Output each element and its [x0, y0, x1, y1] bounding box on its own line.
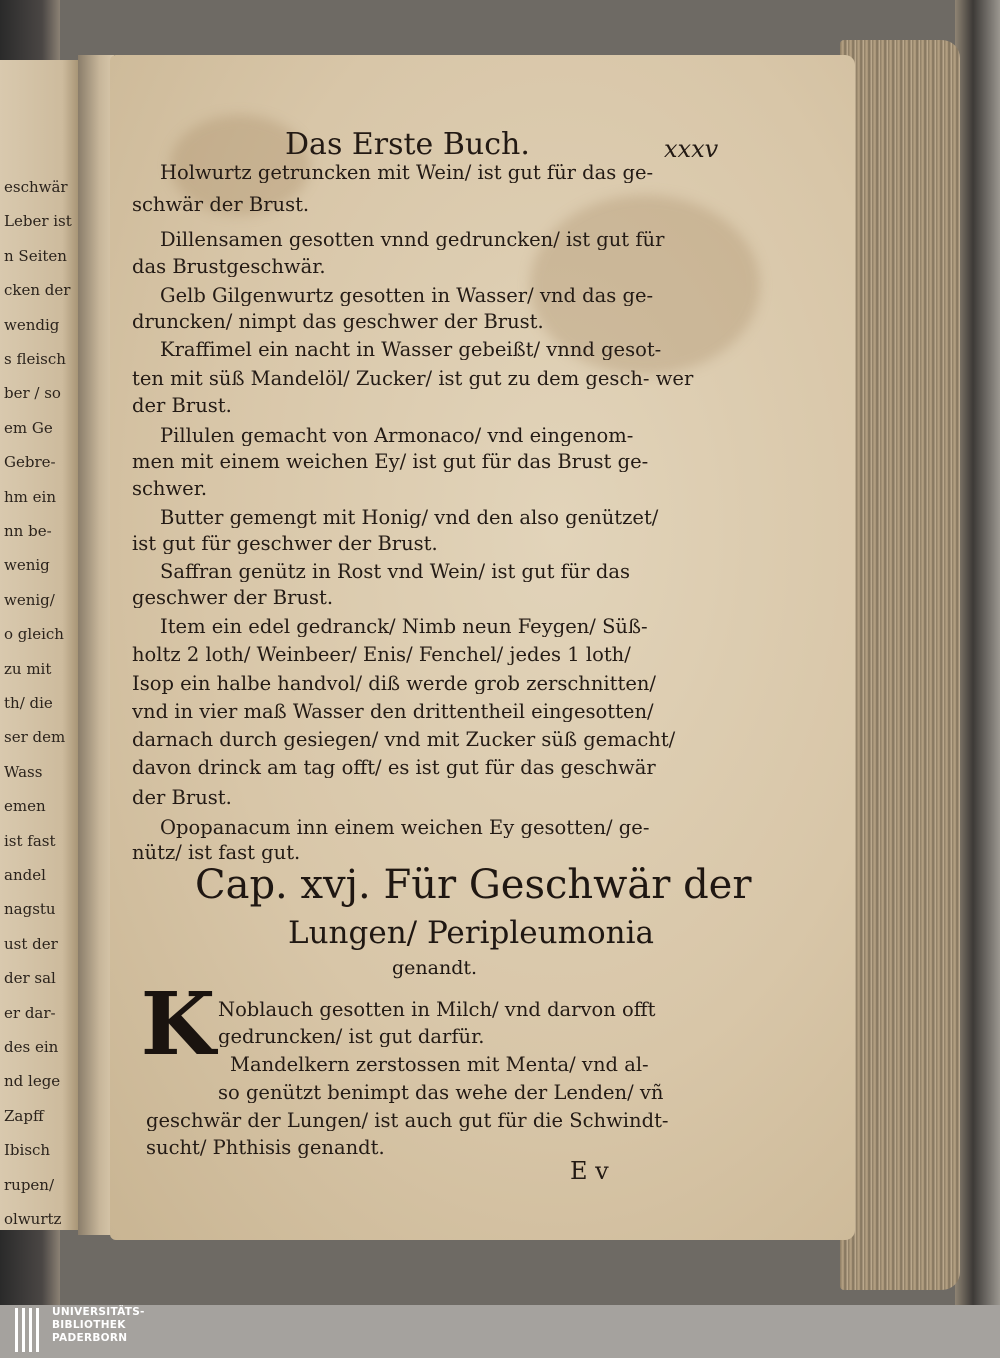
signature-mark: E v	[570, 1157, 609, 1185]
left-page-fragment: Leber ist	[4, 212, 72, 231]
text-line: schwär der Brust.	[132, 195, 310, 215]
left-page-fragment: wenig/	[4, 590, 55, 609]
library-name-line3: PADERBORN	[52, 1332, 128, 1344]
left-page-fragment: cken der	[4, 281, 71, 300]
left-page-fragment: nd lege	[4, 1072, 61, 1091]
left-page-fragment: Zapff	[4, 1106, 44, 1125]
library-logo-icon	[15, 1308, 39, 1352]
text-line: ten mit süß Mandelöl/ Zucker/ ist gut zu dem gesch- wer	[132, 369, 694, 389]
text-line: Dillensamen gesotten vnnd gedruncken/ ist gut für	[160, 230, 665, 250]
left-page-fragment: n Seiten	[4, 246, 67, 265]
left-page-fragment: wenig	[4, 556, 50, 575]
footer-band	[0, 1305, 1000, 1358]
book-gutter	[78, 55, 114, 1235]
left-page-fragment: wendig	[4, 315, 60, 334]
left-page-fragment: ust der	[4, 934, 58, 953]
chapter-text-line: sucht/ Phthisis genandt.	[146, 1138, 385, 1158]
left-page-fragment: ist fast	[4, 831, 56, 850]
left-page-fragment: des ein	[4, 1038, 59, 1056]
chapter-title: Cap. xvj. Für Geschwär der	[195, 862, 752, 908]
chapter-subtitle-2: genandt.	[392, 957, 478, 979]
text-line: Item ein edel gedranck/ Nimb neun Feygen/ Süß-	[160, 617, 648, 637]
left-page-fragment: s fleisch	[4, 350, 66, 368]
chapter-text-line: gedruncken/ ist gut darfür.	[218, 1027, 485, 1047]
left-page-fragment: Gebre-	[4, 453, 56, 472]
text-line: der Brust.	[132, 396, 232, 416]
left-page-fragment: der sal	[4, 969, 56, 988]
left-page-fragment: zu mit	[4, 659, 52, 678]
text-line: schwer.	[132, 479, 208, 499]
text-line: Holwurtz getruncken mit Wein/ ist gut für das ge-	[160, 163, 654, 183]
text-line: davon drinck am tag offt/ es ist gut für das geschwär	[132, 758, 656, 778]
left-page-fragment: nagstu	[4, 900, 56, 919]
left-page-fragment: eschwär	[4, 178, 68, 196]
left-page-fragment: ser dem	[4, 728, 66, 747]
left-page-fragment: hm ein	[4, 487, 56, 506]
left-page-fragment: Wass	[4, 762, 43, 781]
text-line: holtz 2 loth/ Weinbeer/ Enis/ Fenchel/ jedes 1 loth/	[132, 645, 631, 665]
folio-number: xxxv	[664, 135, 719, 163]
text-line: Butter gemengt mit Honig/ vnd den also genützet/	[160, 508, 659, 528]
left-page-fragment: th/ die	[4, 694, 53, 712]
text-line: Pillulen gemacht von Armonaco/ vnd eingenom-	[160, 426, 634, 446]
library-name-line2: BIBLIOTHEK	[52, 1319, 126, 1331]
text-line: druncken/ nimpt das geschwer der Brust.	[132, 312, 544, 332]
text-line: nütz/ ist fast gut.	[132, 843, 301, 863]
chapter-text-line: geschwär der Lungen/ ist auch gut für die Schwindt-	[146, 1111, 669, 1131]
text-line: darnach durch gesiegen/ vnd mit Zucker süß gemacht/	[132, 730, 676, 750]
decorated-initial: K	[140, 974, 216, 1075]
running-header: Das Erste Buch.	[285, 127, 530, 162]
text-line: vnd in vier maß Wasser den drittentheil eingesotten/	[132, 702, 654, 722]
left-page-fragment: em Ge	[4, 418, 53, 437]
text-line: men mit einem weichen Ey/ ist gut für das Brust ge-	[132, 452, 649, 472]
page-block-edge	[840, 40, 960, 1290]
chapter-text-line: Noblauch gesotten in Milch/ vnd darvon offt	[218, 1000, 656, 1020]
text-line: ist gut für geschwer der Brust.	[132, 534, 438, 554]
left-page-fragment: rupen/	[4, 1175, 55, 1194]
chapter-text-line: Mandelkern zerstossen mit Menta/ vnd al-	[230, 1055, 649, 1075]
library-name	[52, 1306, 145, 1345]
text-line: Saffran genütz in Rost vnd Wein/ ist gut für das	[160, 562, 631, 582]
text-line: das Brustgeschwär.	[132, 257, 326, 277]
left-facing-page	[0, 60, 78, 1230]
left-page-fragment: Ibisch	[4, 1141, 51, 1160]
chapter-subtitle: Lungen/ Peripleumonia	[288, 915, 655, 951]
text-line: Opopanacum inn einem weichen Ey gesotten/ ge-	[160, 818, 650, 838]
left-page-fragment: nn be-	[4, 522, 52, 540]
left-page-fragment: o gleich	[4, 625, 64, 644]
left-page-fragment: ber / so	[4, 384, 61, 403]
left-page-fragment: olwurtz	[4, 1210, 62, 1228]
left-page-fragment: er dar-	[4, 1003, 56, 1022]
text-line: Gelb Gilgenwurtz gesotten in Wasser/ vnd das ge-	[160, 286, 654, 306]
text-line: Kraffimel ein nacht in Wasser gebeißt/ vnnd gesot-	[160, 340, 662, 360]
book-cover-right	[955, 0, 1000, 1305]
text-line: der Brust.	[132, 788, 232, 808]
text-line: geschwer der Brust.	[132, 588, 334, 608]
left-page-fragment: andel	[4, 866, 46, 884]
left-page-fragment: emen	[4, 797, 46, 816]
library-name-line1: UNIVERSITÄTS-	[52, 1306, 145, 1318]
chapter-text-line: so genützt benimpt das wehe der Lenden/ vñ	[218, 1083, 664, 1103]
text-line: Isop ein halbe handvol/ diß werde grob zerschnitten/	[132, 674, 656, 694]
